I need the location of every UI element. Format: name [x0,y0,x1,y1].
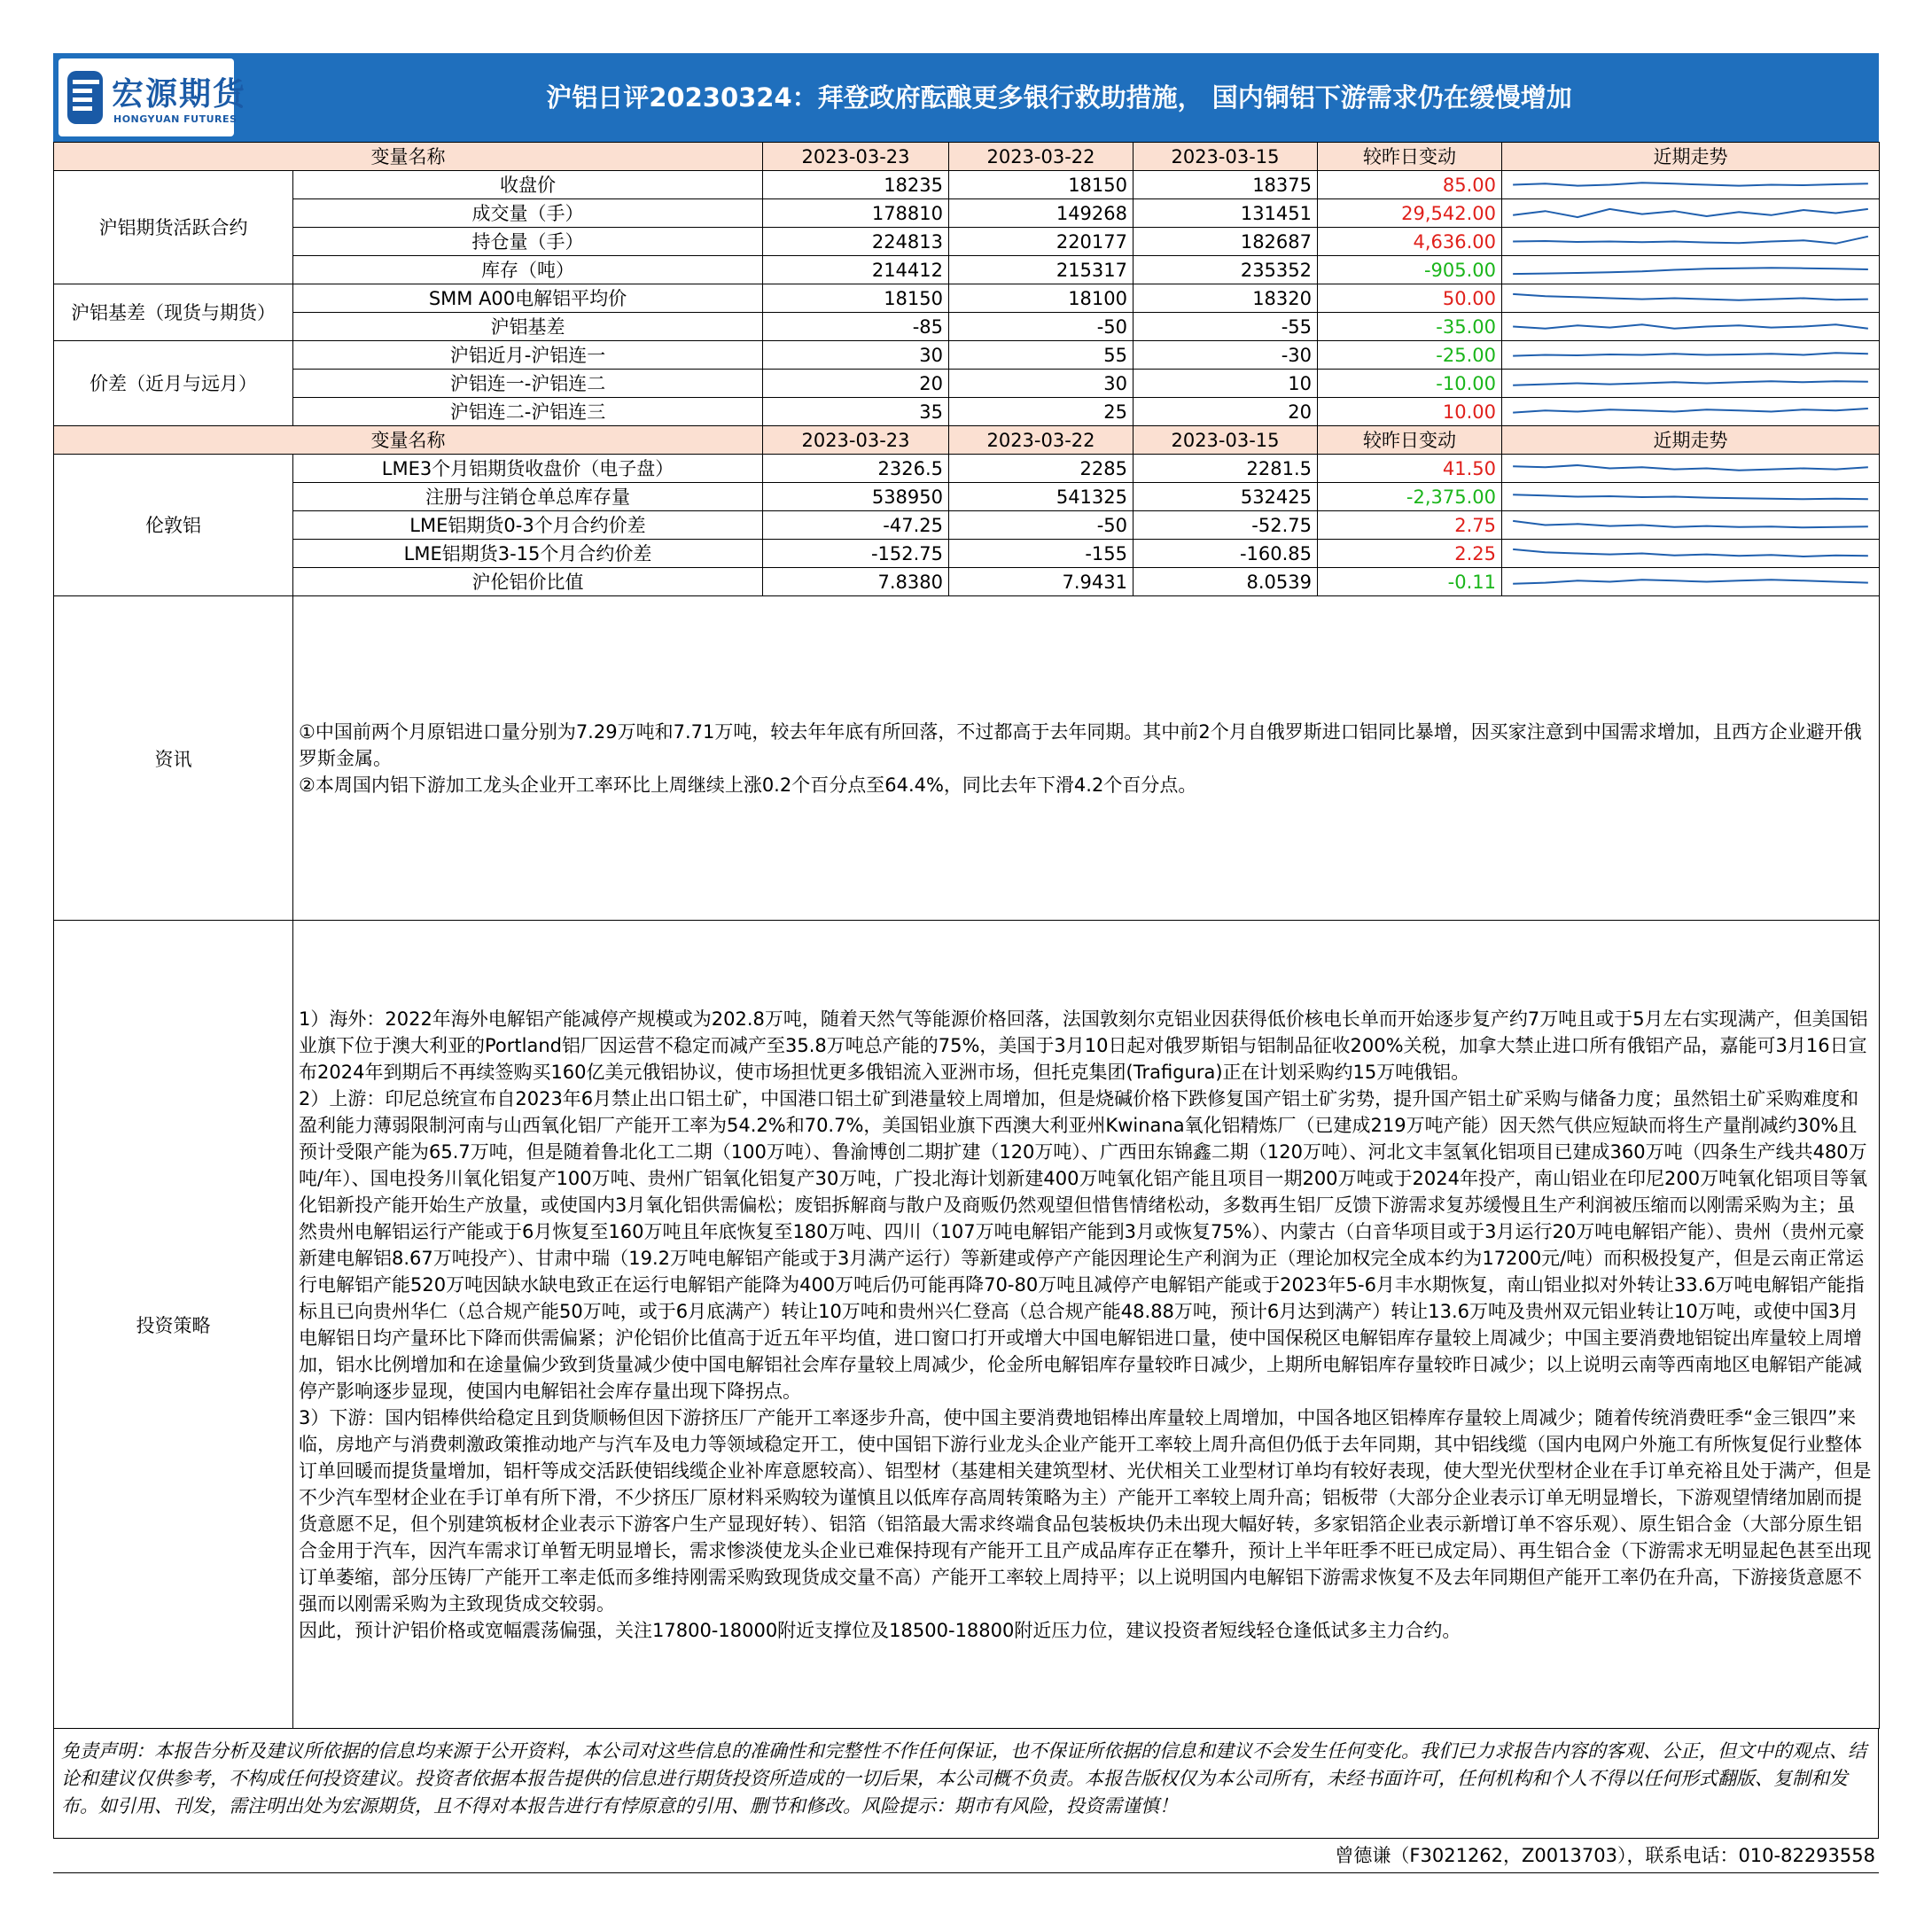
hongyuan-logo-icon [66,67,108,128]
variable-name: SMM A00电解铝平均价 [293,284,763,313]
sparkline-chart [1502,313,1879,340]
table-row [54,284,1880,313]
strategy-paragraph-4: 因此，预计沪铝价格或宽幅震荡偏强，关注17800-18000附近支撑位及18500-18800附近压力位，建议投资者短线轻仓逢低试多主力合约。 [299,1619,1461,1641]
sparkline-chart [1502,455,1879,482]
column-header-d3: 2023-03-15 [1133,426,1318,455]
value-date-2: 149268 [949,199,1133,228]
sparkline-path [1513,183,1868,185]
sparkline-path [1513,580,1868,584]
trend-sparkline [1502,511,1880,540]
variable-name: 成交量（手） [293,199,763,228]
logo-text-en: HONGYUAN FUTURES [113,113,238,125]
column-header-d2: 2023-03-22 [949,143,1133,171]
column-header-change: 较昨日变动 [1318,143,1502,171]
value-date-1: 18235 [763,171,949,199]
value-date-1: 18150 [763,284,949,313]
trend-sparkline [1502,568,1880,596]
value-date-3: 8.0539 [1133,568,1318,596]
report-page [53,53,1879,1873]
value-date-3: -55 [1133,313,1318,341]
table-header-row [54,426,1880,455]
sparkline-path [1513,549,1868,556]
trend-sparkline [1502,341,1880,370]
trend-sparkline [1502,228,1880,256]
trend-sparkline [1502,256,1880,284]
value-date-2: 55 [949,341,1133,370]
table-row [54,455,1880,483]
daily-change: 10.00 [1318,398,1502,426]
sparkline-path [1513,324,1868,329]
trend-sparkline [1502,313,1880,341]
value-date-2: 18100 [949,284,1133,313]
daily-change: -905.00 [1318,256,1502,284]
strategy-content [293,921,1880,1729]
value-date-2: 25 [949,398,1133,426]
strategy-label: 投资策略 [54,921,293,1729]
variable-name: 库存（吨） [293,256,763,284]
daily-change: 85.00 [1318,171,1502,199]
variable-name: 持仓量（手） [293,228,763,256]
news-paragraph-1: ①中国前两个月原铝进口量分别为7.29万吨和7.71万吨，较去年年底有所回落，不过都高于去年同期。其中前2个月自俄罗斯进口铝同比暴增，因买家注意到中国需求增加，且西方企业避开俄罗斯金属。 [299,720,1862,769]
sparkline-chart [1502,284,1879,312]
value-date-3: -160.85 [1133,540,1318,568]
table-row [54,171,1880,199]
analyst-contact: 曾德谦（F3021262，Z0013703），联系电话：010-82293558 [53,1839,1879,1873]
column-header-d3: 2023-03-15 [1133,143,1318,171]
value-date-1: 20 [763,370,949,398]
sparkline-path [1513,209,1868,217]
trend-sparkline [1502,171,1880,199]
value-date-3: 18375 [1133,171,1318,199]
value-date-2: 215317 [949,256,1133,284]
variable-name: 沪铝近月-沪铝连一 [293,341,763,370]
value-date-1: -85 [763,313,949,341]
trend-sparkline [1502,199,1880,228]
column-header-trend: 近期走势 [1502,143,1880,171]
sparkline-path [1513,521,1868,527]
group-label-spread: 价差（近月与远月） [54,341,293,426]
trend-sparkline [1502,540,1880,568]
value-date-1: 178810 [763,199,949,228]
sparkline-path [1513,494,1868,499]
sparkline-chart [1502,341,1879,369]
value-date-3: 182687 [1133,228,1318,256]
table-row [54,256,1880,284]
value-date-3: -30 [1133,341,1318,370]
table-row [54,398,1880,426]
trend-sparkline [1502,455,1880,483]
column-header-var-name: 变量名称 [54,143,763,171]
table-row [54,568,1880,596]
sparkline-chart [1502,483,1879,510]
value-date-3: 18320 [1133,284,1318,313]
value-date-1: 7.8380 [763,568,949,596]
disclaimer-text: 免责声明：本报告分析及建议所依据的信息均来源于公开资料，本公司对这些信息的准确性和完整性不作任何保证，也不保证所依据的信息和建议不会发生任何变化。我们已力求报告内容的客观、公正，但文中的观点、结论和建议仅供参考，不构成任何投资建议。投资者依据本报告提供的信息进行期货投资所造成的一切后果，本公司概不负责。本报告版权仅为本公司所有，未经书面许可，任何机构和个人不得以任何形式翻版、复制和发布。如引用、刊发，需注明出处为宏源期货，且不得对本报告进行有悖原意的引用、删节和修改。风险提示：期市有风险，投资需谨慎！ [53,1729,1879,1839]
table-row [54,511,1880,540]
sparkline-chart [1502,171,1879,198]
column-header-trend: 近期走势 [1502,426,1880,455]
table-header-row [54,143,1880,171]
daily-change: -35.00 [1318,313,1502,341]
sparkline-chart [1502,256,1879,284]
table-row [54,313,1880,341]
strategy-section [53,920,1880,1729]
value-date-3: 532425 [1133,483,1318,511]
trend-sparkline [1502,370,1880,398]
variable-name: 沪铝连二-沪铝连三 [293,398,763,426]
daily-change: 4,636.00 [1318,228,1502,256]
variable-name: 沪伦铝价比值 [293,568,763,596]
column-header-change: 较昨日变动 [1318,426,1502,455]
value-date-3: 235352 [1133,256,1318,284]
variable-name: 收盘价 [293,171,763,199]
value-date-2: 18150 [949,171,1133,199]
sparkline-chart [1502,199,1879,227]
value-date-3: 2281.5 [1133,455,1318,483]
value-date-2: 30 [949,370,1133,398]
variable-name: 沪铝连一-沪铝连二 [293,370,763,398]
value-date-2: 7.9431 [949,568,1133,596]
variable-name: LME铝期货3-15个月合约价差 [293,540,763,568]
column-header-d1: 2023-03-23 [763,426,949,455]
value-date-1: -47.25 [763,511,949,540]
trend-sparkline [1502,483,1880,511]
variable-name: 注册与注销仓单总库存量 [293,483,763,511]
variable-name: 沪铝基差 [293,313,763,341]
news-label: 资讯 [54,596,293,921]
strategy-paragraph-1: 1）海外：2022年海外电解铝产能减停产规模或为202.8万吨，随着天然气等能源价格回落，法国敦刻尔克铝业因获得低价核电长单而开始逐步复产约7万吨且或于5月左右实现满产，但美国铝业旗下位于澳大利亚的Portland铝厂因运营不稳定而减产至35.8万吨总产能的75%，美国于3月10日起对俄罗斯铝与铝制品征收200%关税，加拿大禁止进口所有俄铝产品，嘉能可3月16日宣布2024年到期后不再续签购买160亿美元俄铝协议，使市场担忧更多俄铝流入亚洲市场，但托克集团(Trafigura)正在计划采购约15万吨俄铝。 [299,1008,1868,1083]
trend-sparkline [1502,398,1880,426]
value-date-2: 220177 [949,228,1133,256]
value-date-1: 224813 [763,228,949,256]
value-date-1: 30 [763,341,949,370]
report-header [53,53,1879,142]
column-header-d2: 2023-03-22 [949,426,1133,455]
daily-change: -2,375.00 [1318,483,1502,511]
sparkline-path [1513,294,1868,300]
sparkline-path [1513,381,1868,385]
group-label-london: 伦敦铝 [54,455,293,596]
sparkline-path [1513,409,1868,413]
value-date-2: 2285 [949,455,1133,483]
value-date-1: 538950 [763,483,949,511]
sparkline-chart [1502,228,1879,255]
sparkline-path [1513,237,1868,244]
report-title: 沪铝日评20230324：拜登政府酝酿更多银行救助措施， 国内铜铝下游需求仍在缓慢增加 [546,82,1572,113]
news-section [53,595,1880,921]
value-date-3: 10 [1133,370,1318,398]
group-label-futures: 沪铝期货活跃合约 [54,171,293,284]
news-content [293,596,1880,921]
value-date-1: -152.75 [763,540,949,568]
sparkline-path [1513,268,1868,274]
value-date-1: 35 [763,398,949,426]
value-date-2: -50 [949,313,1133,341]
company-logo [58,58,247,136]
logo-text-cn: 宏源期货 [112,76,247,113]
value-date-3: 131451 [1133,199,1318,228]
daily-change: -10.00 [1318,370,1502,398]
variable-name: LME铝期货0-3个月合约价差 [293,511,763,540]
table-row [54,341,1880,370]
sparkline-path [1513,353,1868,355]
daily-change: 2.25 [1318,540,1502,568]
sparkline-chart [1502,568,1879,595]
sparkline-chart [1502,540,1879,567]
table-row [54,199,1880,228]
strategy-paragraph-3: 3）下游：国内铝棒供给稳定且到货顺畅但因下游挤压厂产能开工率逐步升高，使中国主要消费地铝棒出库量较上周增加，中国各地区铝棒库存量较上周减少；随着传统消费旺季“金三银四”来临，房地产与消费刺激政策推动地产与汽车及电力等领域稳定开工，使中国铝下游行业龙头企业产能开工率较上周升高但仍低于去年同期，其中铝线缆（国内电网户外施工有所恢复促行业整体订单回暖而提货量增加，铝杆等成交活跃使铝线缆企业补库意愿较高）、铝型材（基建相关建筑型材、光伏相关工业型材订单均有较好表现，使大型光伏型材企业在手订单充裕且处于满产，但是不少汽车型材企业在手订单有所下滑，不少挤压厂原材料采购较为谨慎且以低库存高周转策略为主）产能开工率较上周升高；铝板带（大部分企业表示订单无明显增长，下游观望情绪加剧而提货意愿不足，但个别建筑板材企业表示下游客户生产显现好转）、铝箔（铝箔最大需求终端食品包装板块仍未出现大幅好转，多家铝箔企业表示新增订单不容乐观）、原生铝合金（大部分原生铝合金用于汽车，因汽车需求订单暂无明显增长，需求惨淡使龙头企业已难保持现有产能开工且产成品库存正在攀升，预计上半年旺季不旺已成定局）、再生铝合金（下游需求无明显起色甚至出现订单萎缩，部分压铸厂产能开工率走低而多维持刚需采购致现货成交量不高）产能开工率较上周持平；以上说明国内电解铝下游需求恢复不及去年同期但产能开工率仍在升高，下游接货意愿不强而以刚需采购为主致现货成交较弱。 [299,1406,1872,1615]
table-row [54,483,1880,511]
value-date-3: 20 [1133,398,1318,426]
value-date-2: -50 [949,511,1133,540]
value-date-1: 214412 [763,256,949,284]
daily-change: 2.75 [1318,511,1502,540]
daily-change: 50.00 [1318,284,1502,313]
group-label-basis: 沪铝基差（现货与期货） [54,284,293,341]
value-date-2: -155 [949,540,1133,568]
table-row [54,370,1880,398]
daily-change: -25.00 [1318,341,1502,370]
table-row [54,228,1880,256]
column-header-d1: 2023-03-23 [763,143,949,171]
news-paragraph-2: ②本周国内铝下游加工龙头企业开工率环比上周继续上涨0.2个百分点至64.4%，同比去年下滑4.2个百分点。 [299,774,1197,796]
sparkline-chart [1502,511,1879,539]
trend-sparkline [1502,284,1880,313]
sparkline-chart [1502,398,1879,425]
daily-change: 29,542.00 [1318,199,1502,228]
daily-change: 41.50 [1318,455,1502,483]
column-header-var-name: 变量名称 [54,426,763,455]
value-date-2: 541325 [949,483,1133,511]
strategy-paragraph-2: 2）上游：印尼总统宣布自2023年6月禁止出口铝土矿，中国港口铝土矿到港量较上周增加，但是烧碱价格下跌修复国产铝土矿劣势，提升国产铝土矿采购与储备力度；虽然铝土矿采购难度和盈利能力薄弱限制河南与山西氧化铝厂产能开工率为54.2%和70.7%，美国铝业旗下西澳大利亚州Kwinana氧化铝精炼厂（已建成219万吨产能）因天然气供应短缺而将生产量削减约30%且预计受限产能为65.7万吨，但是随着鲁北化工二期（100万吨）、鲁渝博创二期扩建（120万吨）、广西田东锦鑫二期（120万吨）、河北文丰氢氧化铝项目已建成360万吨（四条生产线共480万吨/年）、国电投务川氧化铝复产100万吨、贵州广铝氧化铝复产30万吨，广投北海计划新建400万吨氧化铝产能且项目一期200万吨或于2024年投产，南山铝业在印尼200万吨氧化铝项目等氧化铝新投产能开始生产放量，或使国内3月氧化铝供需偏松；废铝拆解商与散户及商贩仍然观望但惜售情绪松动，多数再生铝厂反馈下游需求复苏缓慢且生产利润被压缩而以刚需采购为主；虽然贵州电解铝运行产能或于6月恢复至160万吨且年底恢复至180万吨、四川（107万吨电解铝产能到3月或恢复75%）、内蒙古（白音华项目或于3月运行20万吨电解铝产能）、贵州（贵州元豪新建电解铝8.67万吨投产）、甘肃中瑞（19.2万吨电解铝产能或于3月满产运行）等新建或停产产能因理论生产利润为正（理论加权完全成本约为17200元/吨）而积极投复产，但是云南正常运行电解铝产能520万吨因缺水缺电致正在运行电解铝产能降为400万吨后仍可能再降70-80万吨且减停产电解铝产能或于2023年5-6月丰水期恢复，南山铝业拟对外转让33.6万吨电解铝产能指标且已向贵州华仁（总合规产能50万吨，或于6月底满产）转让10万吨和贵州兴仁登高（总合规产能48.88万吨，预计6月达到满产）转让13.6万吨及贵州双元铝业转让10万吨，或使中国3月电解铝日均产量环比下降而供需偏紧；沪伦铝价比值高于近五年平均值，进口窗口打开或增大中国电解铝进口量，使中国保税区电解铝库存量较上周减少；中国主要消费地铝锭出库量较上周增加，铝水比例增加和在途量偏少致到货量减少使中国电解铝社会库存量较上周减少，伦金所电解铝库存量较昨日减少，上期所电解铝库存量较昨日减少；以上说明云南等西南地区电解铝产能减停产影响逐步显现，使国内电解铝社会库存量出现下降拐点。 [299,1087,1868,1402]
daily-change: -0.11 [1318,568,1502,596]
value-date-3: -52.75 [1133,511,1318,540]
data-table [53,142,1880,596]
value-date-1: 2326.5 [763,455,949,483]
variable-name: LME3个月铝期货收盘价（电子盘） [293,455,763,483]
sparkline-chart [1502,370,1879,397]
table-row [54,540,1880,568]
sparkline-path [1513,465,1868,471]
